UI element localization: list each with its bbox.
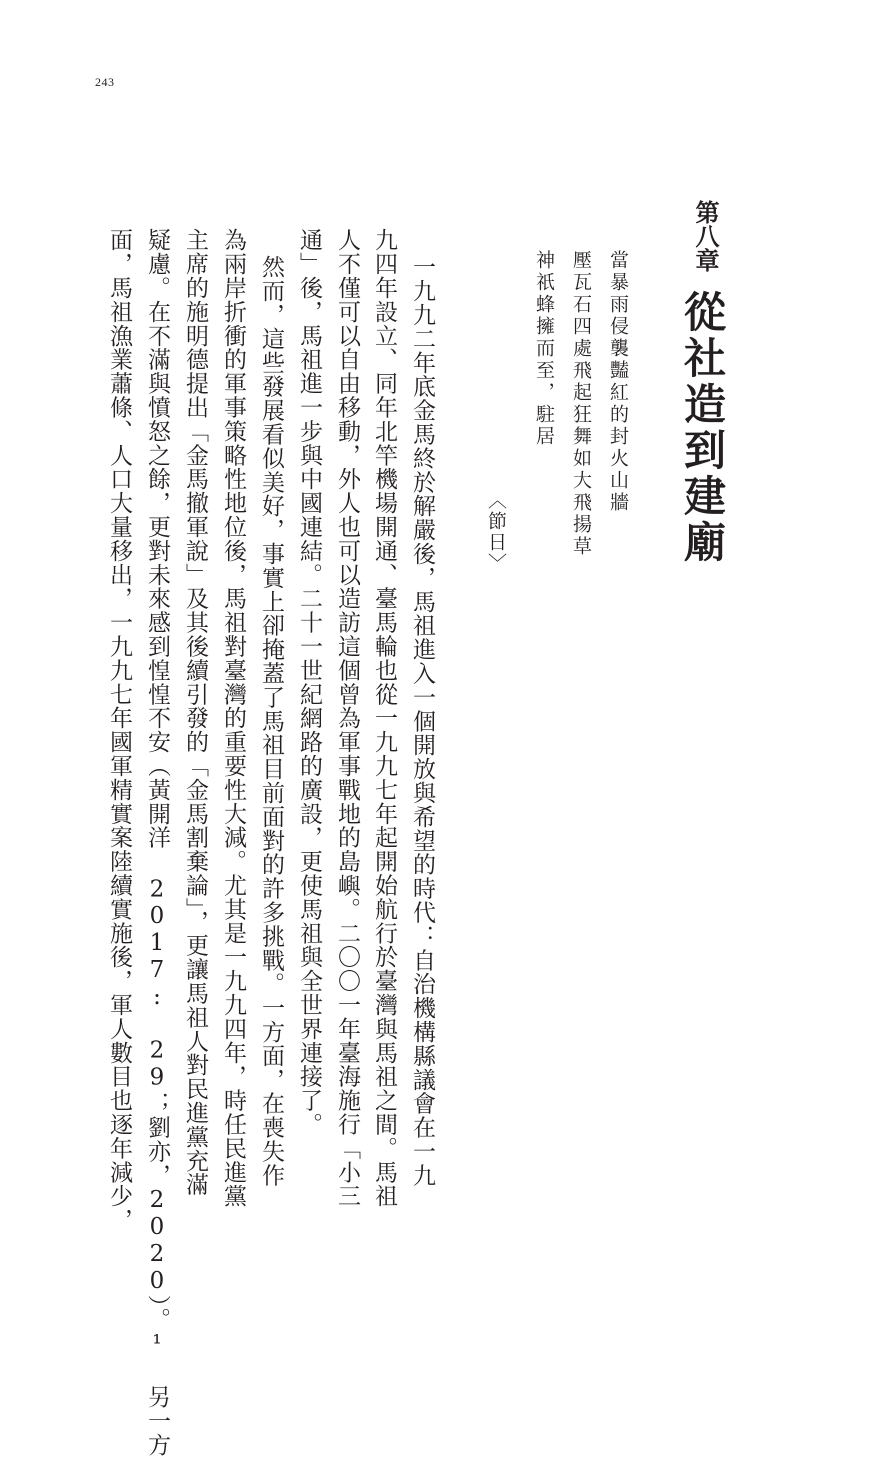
body-line: 疑慮。在不滿與憤怒之餘，更對未來感到惶惶不安（黃開洋 2017: 29；劉亦，2020）。¹ 另一方 <box>144 228 170 1457</box>
body-line: 一九九二年底金馬終於解嚴後，馬祖進入一個開放與希望的時代：自治機構縣議會在一九 <box>409 255 435 1188</box>
body-line: 為兩岸折衝的軍事策略性地位後，馬祖對臺灣的重要性大減。尤其是一九九四年，時任民進黨 <box>220 228 246 1208</box>
chapter-label: 第八章 <box>691 200 720 272</box>
body-line: 主席的施明德提出「金馬撤軍說」及其後續引發的「金馬割棄論」，更讓馬祖人對民進黨充滿 <box>182 228 208 1197</box>
body-line: 人不僅可以自由移動，外人也可以造訪這個曾為軍事戰地的島嶼。二〇〇一年臺海施行「小三 <box>334 228 360 1208</box>
epigraph-line: 壓瓦石四處飛起狂舞如大飛揚草 <box>570 250 592 558</box>
body-line: 然而，這些發展看似美好，事實上卻掩蓋了馬祖目前面對的許多挑戰。一方面，在喪失作 <box>258 255 284 1188</box>
epigraph-line: 神祇蜂擁而至，駐居 <box>533 250 555 448</box>
body-line: 九四年設立、同年北竿機場開通、臺馬輪也從一九九七年起開始航行於臺灣與馬祖之間。馬祖 <box>371 228 397 1208</box>
body-line: 通」後，馬祖進一步與中國連結。二十一世紀網路的廣設，更使馬祖與全世界連接了。 <box>296 228 322 1137</box>
epigraph-line: 當暴雨侵襲豔紅的封火山牆 <box>607 250 629 514</box>
chapter-title: 從社造到建廟 <box>678 290 727 566</box>
page-number: 243 <box>95 75 115 89</box>
body-line: 面，馬祖漁業蕭條、人口大量移出，一九九七年國軍精實案陸續實施後，軍人數目也逐年減少， <box>106 228 132 1232</box>
epigraph-source: 〈節日〉 <box>485 490 507 574</box>
